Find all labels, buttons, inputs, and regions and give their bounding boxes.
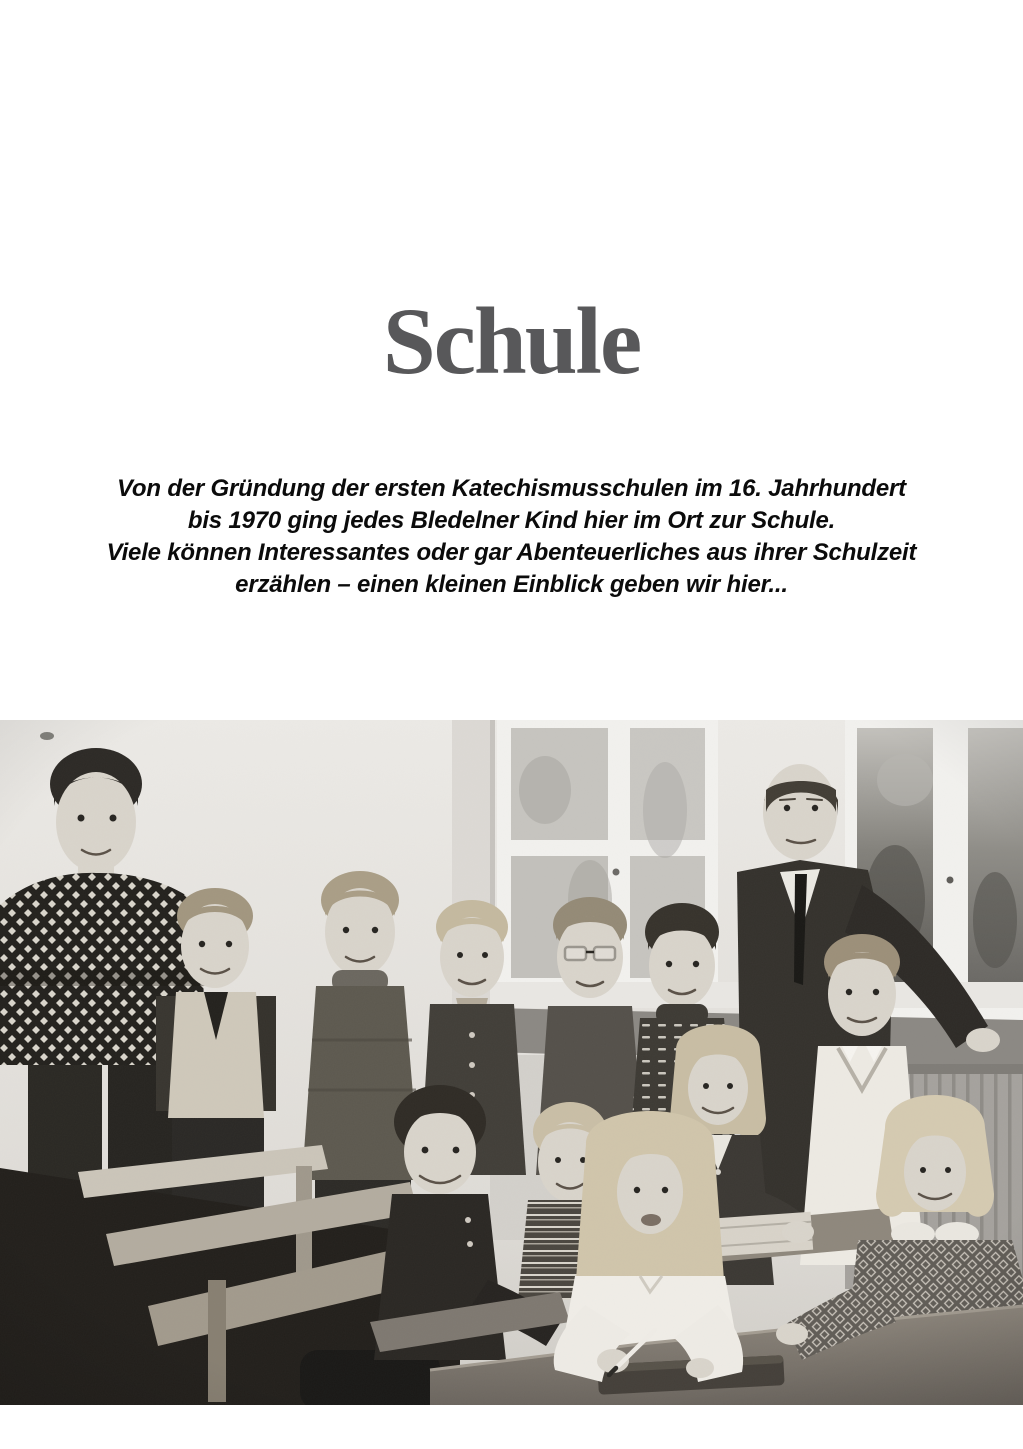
photo-grain bbox=[0, 720, 1023, 1405]
classroom-photo-illustration bbox=[0, 720, 1023, 1405]
classroom-photo bbox=[0, 720, 1023, 1405]
intro-line-1: Von der Gründung der ersten Katechismusschulen im 16. Jahrhundert bbox=[117, 475, 906, 502]
intro-paragraph bbox=[0, 473, 1023, 601]
intro-line-2: bis 1970 ging jedes Bledelner Kind hier im Ort zur Schule. bbox=[187, 507, 836, 534]
page-title: Schule bbox=[382, 288, 641, 394]
intro-line-3: Viele können Interessantes oder gar Abenteuerliches aus ihrer Schulzeit bbox=[106, 539, 917, 566]
intro-line-4: erzählen – einen kleinen Einblick geben wir hier... bbox=[235, 571, 788, 598]
